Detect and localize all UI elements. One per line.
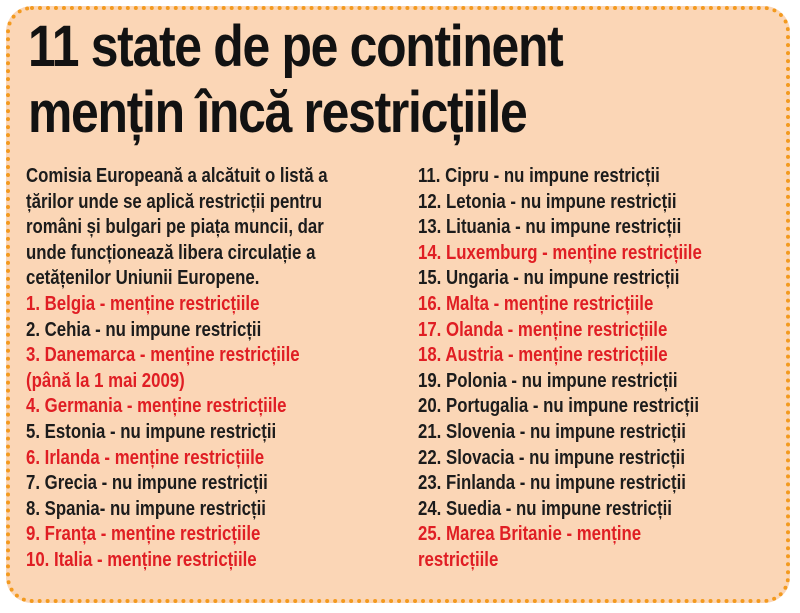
- country-item-note: (până la 1 mai 2009): [26, 369, 185, 392]
- country-item: 9. Franța - menține restricțiile: [26, 523, 261, 546]
- intro-line: români și bulgari pe piața muncii, dar: [26, 216, 324, 239]
- country-item: 16. Malta - menține restricțiile: [418, 292, 654, 315]
- headline: [28, 14, 682, 146]
- country-item: 6. Irlanda - menține restricțiile: [26, 446, 265, 469]
- country-item: 13. Lituania - nu impune restricții: [418, 216, 682, 239]
- country-item: 12. Letonia - nu impune restricții: [418, 190, 677, 213]
- country-item: 2. Cehia - nu impune restricții: [26, 318, 262, 341]
- country-item: 18. Austria - menține restricțiile: [418, 344, 668, 367]
- country-item: 17. Olanda - menține restricțiile: [418, 318, 668, 341]
- country-item-continued: restricțiile: [418, 548, 499, 571]
- country-item: 7. Grecia - nu impune restricții: [26, 472, 268, 495]
- country-item: 14. Luxemburg - menține restricțiile: [418, 241, 702, 264]
- right-column: [418, 164, 756, 574]
- headline-line-2: mențin încă restricțiile: [28, 80, 527, 145]
- country-item: 24. Suedia - nu impune restricții: [418, 497, 672, 520]
- intro-line: cetățenilor Uniunii Europene.: [26, 267, 260, 290]
- country-item: 10. Italia - menține restricțiile: [26, 548, 257, 571]
- country-item: 5. Estonia - nu impune restricții: [26, 420, 277, 443]
- intro-line: Comisia Europeană a alcătuit o listă a: [26, 165, 328, 187]
- country-item: 4. Germania - menține restricțiile: [26, 395, 287, 418]
- country-item: 3. Danemarca - menține restricțiile: [26, 344, 300, 367]
- country-item: 8. Spania- nu impune restricții: [26, 497, 266, 520]
- headline-line-1: 11 state de pe continent: [28, 14, 563, 79]
- country-item: 21. Slovenia - nu impune restricții: [418, 420, 686, 443]
- intro-line: țărilor unde se aplică restricții pentru: [26, 190, 322, 213]
- country-item: 11. Cipru - nu impune restricții: [418, 165, 660, 187]
- country-item: 23. Finlanda - nu impune restricții: [418, 472, 686, 495]
- country-item: 20. Portugalia - nu impune restricții: [418, 395, 699, 418]
- infographic-card: [6, 6, 790, 603]
- country-item: 19. Polonia - nu impune restricții: [418, 369, 678, 392]
- country-item: 25. Marea Britanie - menține: [418, 523, 642, 546]
- country-item: 1. Belgia - menține restricțiile: [26, 292, 260, 315]
- country-item: 15. Ungaria - nu impune restricții: [418, 267, 680, 290]
- intro-line: unde funcționează libera circulație a: [26, 241, 316, 264]
- country-item: 22. Slovacia - nu impune restricții: [418, 446, 686, 469]
- left-column: [26, 164, 385, 574]
